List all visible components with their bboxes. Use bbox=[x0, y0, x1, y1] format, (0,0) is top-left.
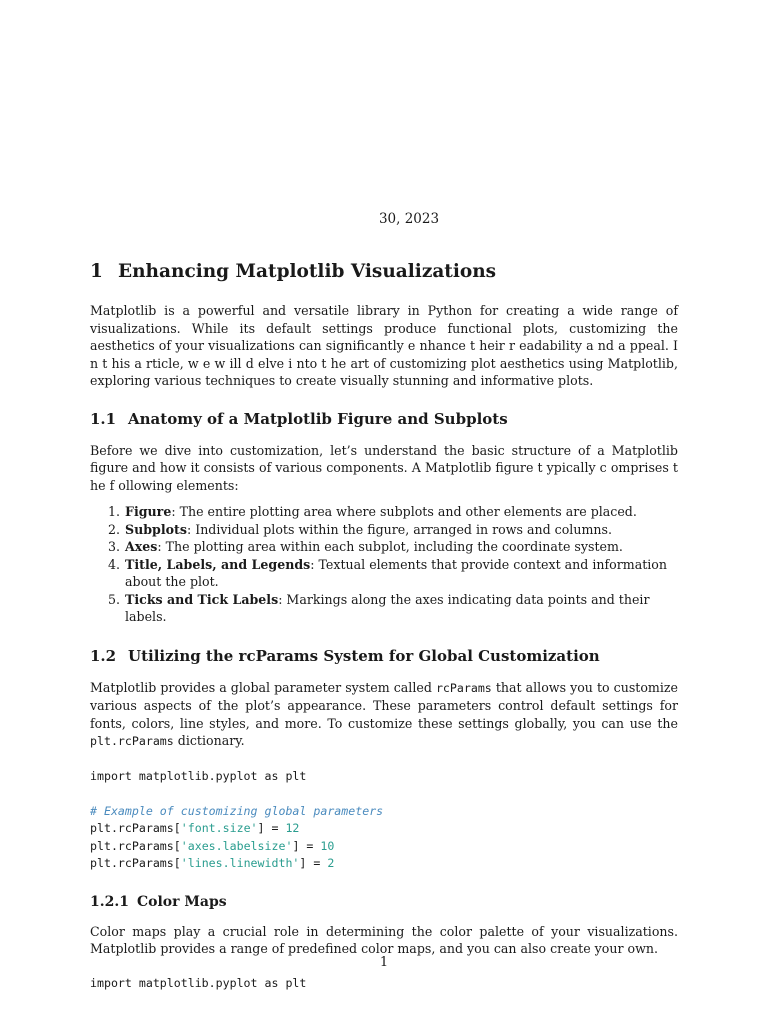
code-token: plt.rcParams[ bbox=[90, 838, 181, 853]
list-item-desc: : Individual plots within the figure, arranged in rows and columns. bbox=[186, 521, 612, 537]
list-item bbox=[124, 556, 678, 591]
subsubsection-number: 1.2.1 bbox=[90, 893, 129, 910]
code-string: 'axes.labelsize' bbox=[180, 838, 293, 853]
inline-code: rcParams bbox=[435, 680, 492, 695]
code-comment: # Example of customizing global parameters bbox=[90, 803, 384, 818]
code-number: 2 bbox=[327, 856, 335, 870]
inline-code: plt.rcParams bbox=[90, 734, 174, 748]
document-date: 30, 2023 bbox=[378, 211, 440, 227]
subsection-number: 1.1 bbox=[90, 409, 117, 428]
anatomy-paragraph: Before we dive into customization, let’s understand the basic structure of a Matplotlib figure and how it consists of various components. A Matplotlib figure t ypically c omprises t he f ollowing elements: bbox=[90, 442, 678, 493]
code-token: ] = bbox=[257, 821, 286, 835]
rcparams-paragraph bbox=[90, 679, 678, 751]
code-token: ] = bbox=[299, 856, 328, 870]
list-item-term: Ticks and Tick Labels bbox=[125, 591, 279, 607]
list-item bbox=[124, 591, 678, 626]
list-item-desc: : The entire plotting area where subplots and other elements are placed. bbox=[171, 504, 637, 519]
list-item bbox=[124, 538, 678, 556]
code-token: plt.rcParams[ bbox=[90, 821, 181, 835]
list-item-desc: : Textual elements that provide context and information about the plot. bbox=[125, 556, 667, 589]
list-item-term: Subplots bbox=[125, 521, 187, 537]
subsection-title: Anatomy of a Matplotlib Figure and Subplots bbox=[128, 409, 508, 428]
section-number: 1 bbox=[90, 261, 103, 282]
section-heading bbox=[90, 258, 678, 286]
list-item-term: Figure bbox=[125, 504, 172, 519]
colormaps-paragraph: Color maps play a crucial role in determining the color palette of your visualizations. Matplotlib provides a range of predefined color maps, and you can also create your own. bbox=[90, 923, 678, 956]
subsection-heading bbox=[90, 407, 678, 431]
page-number: 1 bbox=[379, 955, 389, 970]
code-number: 10 bbox=[320, 838, 335, 853]
subsection-title: Utilizing the rcParams System for Global Customization bbox=[128, 646, 600, 665]
document-body bbox=[90, 258, 678, 1010]
text-run: Matplotlib provides a global parameter system called bbox=[90, 679, 436, 695]
list-item bbox=[124, 521, 678, 539]
code-line: import matplotlib.pyplot as plt bbox=[90, 768, 307, 783]
list-item-term: Axes bbox=[125, 539, 158, 554]
section-title: Enhancing Matplotlib Visualizations bbox=[118, 261, 497, 282]
subsection-heading bbox=[90, 644, 678, 668]
code-line: import matplotlib.pyplot as plt bbox=[90, 975, 307, 990]
list-item-desc: : Markings along the axes indicating data points and their labels. bbox=[125, 591, 650, 624]
subsubsection-heading bbox=[90, 891, 678, 913]
components-list bbox=[90, 503, 678, 626]
subsection-number: 1.2 bbox=[90, 646, 117, 665]
code-block bbox=[90, 975, 678, 993]
subsubsection-title: Color Maps bbox=[137, 893, 227, 910]
text-run: that allows you to customize various aspects of the plot’s appearance. These parameters control default settings for fonts, colors, line styles, and more. To customize these settings globally, you can use the bbox=[90, 679, 678, 731]
code-block bbox=[90, 768, 678, 873]
list-item-desc: : The plotting area within each subplot, including the coordinate system. bbox=[157, 539, 623, 554]
code-token: ] = bbox=[292, 838, 321, 853]
code-string: 'font.size' bbox=[180, 821, 258, 835]
list-item bbox=[124, 503, 678, 521]
code-string: 'lines.linewidth' bbox=[180, 856, 300, 870]
text-run: dictionary. bbox=[173, 733, 245, 748]
code-token: plt.rcParams[ bbox=[90, 856, 181, 870]
intro-paragraph: Matplotlib is a powerful and versatile library in Python for creating a wide range of visualizations. While its default settings produce functional plots, customizing the aesthetics of your visualizations can significantly e nhance t heir r eadability a nd a ppeal. I n t his a rticle, w e w ill d elve i nto t he art of customizing plot aesthetics using Matplotlib, exploring various techniques to create visually stunning and informative plots. bbox=[90, 303, 678, 388]
code-number: 12 bbox=[285, 821, 300, 835]
list-item-term: Title, Labels, and Legends bbox=[125, 556, 311, 572]
